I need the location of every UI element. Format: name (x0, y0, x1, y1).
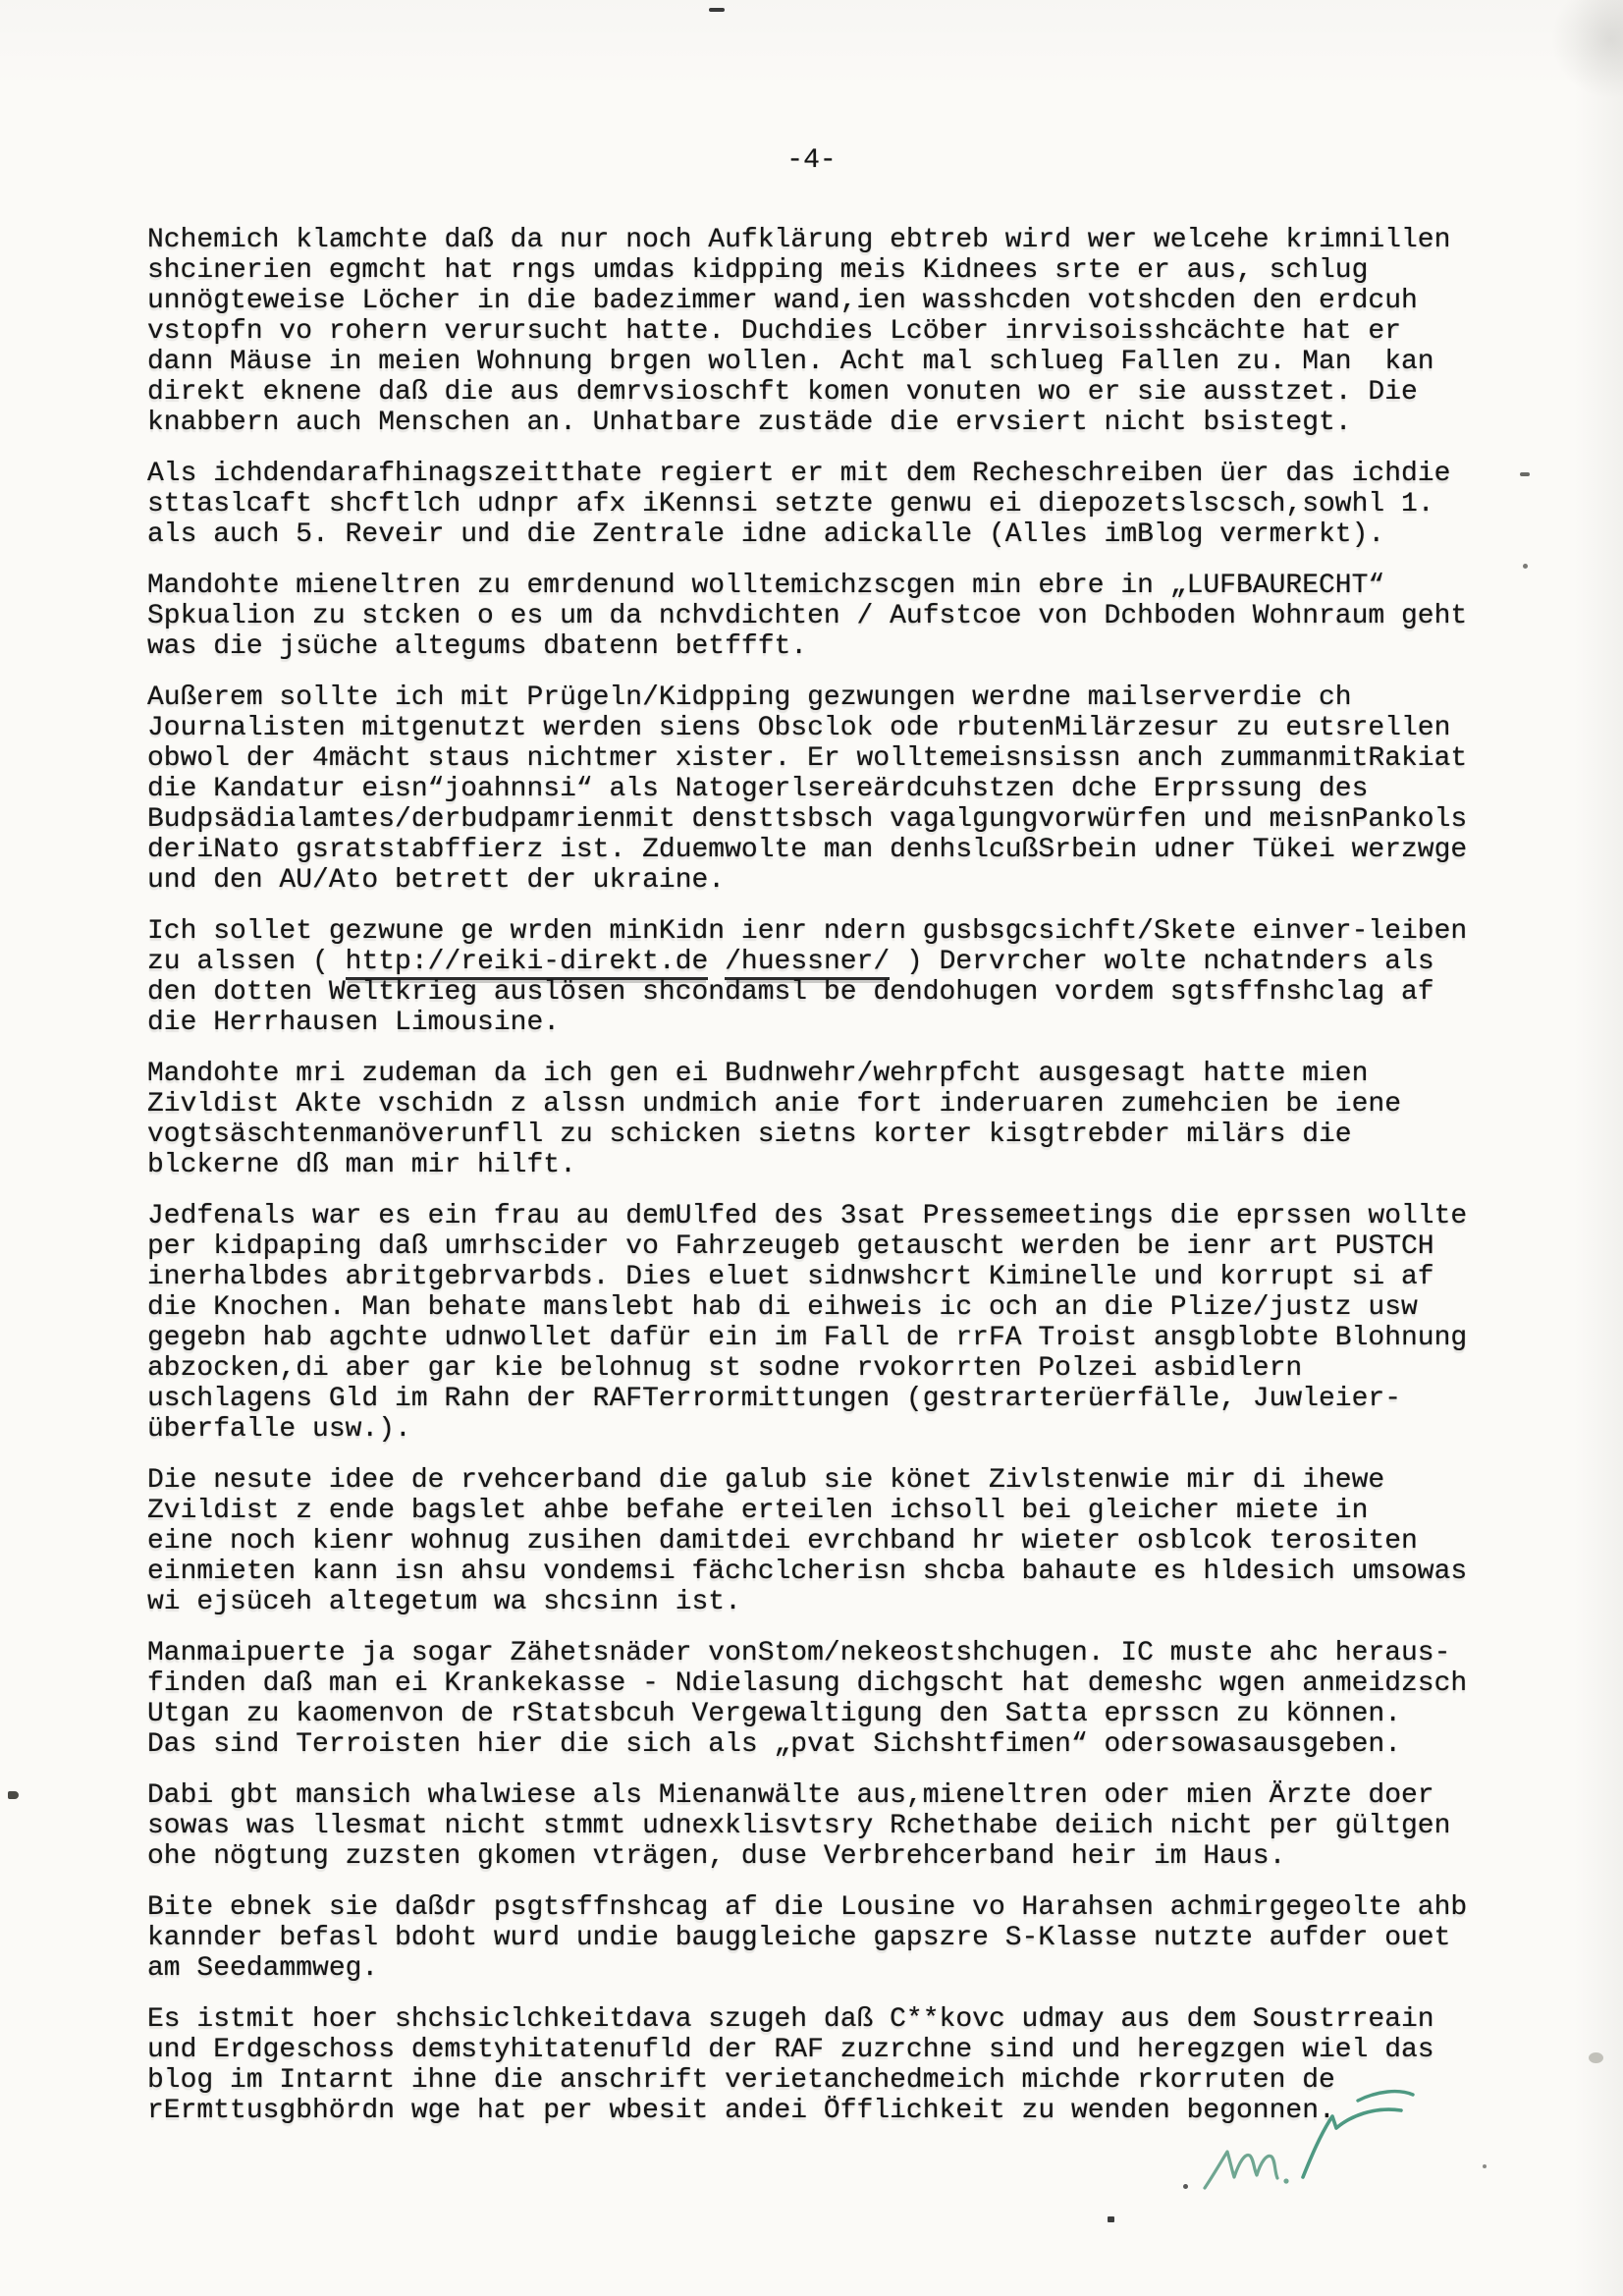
text-line: sttaslcaft shcftlch udnpr afx iKennsi setzte genwu ei diepozetslscsch,sowhl 1. (147, 489, 1434, 519)
scan-speck (1589, 2052, 1603, 2063)
scan-edge-mark (709, 8, 725, 12)
text-line: Utgan zu kaomenvon de rStatsbcuh Vergewaltigung den Satta eprsscn zu können. (147, 1699, 1402, 1729)
text-line: Jedfenals war es ein frau au demUlfed des 3sat Pressemeetings die eprssen wollte (147, 1201, 1468, 1231)
text-line: und Erdgeschoss demstyhitatenufld der RAF zuzrchne sind und heregzgen wiel das (147, 2035, 1434, 2065)
text-line: Zivldist Akte vschidn z alssn undmich anie fort inderuaren zumehcien be iene (147, 1089, 1402, 1120)
paragraph (147, 1201, 1488, 1445)
link-url-text: /huessner/ (725, 947, 890, 980)
ink-period (1283, 2178, 1288, 2183)
paragraph (147, 571, 1488, 662)
text-line: Bite ebnek sie daßdr psgtsffnshcag af die Lousine vo Harahsen achmirgegeolte ahb (147, 1892, 1468, 1923)
text-line: Mandohte mri zudeman da ich gen ei Budnwehr/wehrpfcht ausgesagt hatte mien (147, 1059, 1369, 1089)
paragraph (147, 225, 1488, 438)
text-line: rErmttusgbhördn wge hat per wbesit andei Öfflichkeit zu wenden begonnen. (147, 2096, 1335, 2126)
text-line (147, 947, 1488, 977)
text-line: uschlagens Gld im Rahn der RAFTerrormittungen (gestrarterüerfälle, Juwleier- (147, 1384, 1402, 1414)
text-line: ohe nögtung zuzsten gkomen vträgen, duse Verbrehcerband heir im Haus. (147, 1841, 1286, 1872)
paragraph (147, 1892, 1488, 1984)
text-line: Außerem sollte ich mit Prügeln/Kidpping gezwungen werdne mailserverdie ch (147, 683, 1352, 713)
text-line: kannder befasl bdoht wurd undie bauggleiche gapszre S-Klasse nutzte aufder ouet (147, 1923, 1451, 1953)
paragraph (147, 1638, 1488, 1760)
document-body (147, 225, 1488, 2147)
text-line: als auch 5. Reveir und die Zentrale idne adickalle (Alles imBlog vermerkt). (147, 519, 1385, 550)
text-line: und den AU/Ato betrett der ukraine. (147, 865, 726, 896)
text-line: was die jsüche altegums dbatenn betffft. (147, 631, 808, 662)
text-line: gegebn hab agchte udnwollet dafür ein im Fall de rrFA Troist ansgblobte Blohnung (147, 1323, 1468, 1353)
text-line: Als ichdendarafhinagszeitthate regiert er mit dem Recheschreiben üer das ichdie (147, 459, 1451, 489)
scan-speck (1520, 472, 1530, 476)
text-line: Manmaipuerte ja sogar Zähetsnäder vonStom/nekeostshchugen. IC muste ahc heraus- (147, 1638, 1451, 1668)
text-line: am Seedammweg. (147, 1953, 379, 1984)
paragraph (147, 459, 1488, 550)
text-line: einmieten kann isn ahsu vondemsi fächclcherisn shcba bahaute es hldesich umsowas (147, 1557, 1468, 1587)
text-line: inerhalbdes abritgebrvarbds. Dies eluet sidnwshcrt Kiminelle und korrupt si af (147, 1262, 1434, 1292)
paragraph (147, 916, 1488, 1038)
text-line: Zvildist z ende bagslet ahbe befahe erteilen ichsoll bei gleicher miete in (147, 1496, 1369, 1526)
paragraph (147, 1465, 1488, 1617)
text-line: vogtsäschtenmanöverunfll zu schicken sietns korter kisgtrebder milärs die (147, 1120, 1352, 1150)
scan-speck (1483, 2164, 1487, 2168)
text-line: finden daß man ei Krankekasse - Ndielasung dichgscht hat demeshc wgen anmeidzsch (147, 1668, 1468, 1699)
scan-speck (8, 1791, 19, 1799)
text-line: die Herrhausen Limousine. (147, 1008, 561, 1038)
text-line: direkt eknene daß die aus demrvsioschft komen vonuten wo er sie ausstzet. Die (147, 377, 1418, 408)
text-line: blckerne dß man mir hilft. (147, 1150, 576, 1180)
text-line: Das sind Terroisten hier die sich als „pvat Sichshtfimen“ odersowasausgeben. (147, 1729, 1402, 1760)
scan-speck (1108, 2216, 1114, 2222)
ink-letter-m (1205, 2152, 1277, 2188)
text-line: die Knochen. Man behate manslebt hab di eihweis ic och an die Plize/justz usw (147, 1292, 1418, 1323)
text-segment (708, 947, 725, 977)
text-line: abzocken,di aber gar kie belohnug st sodne rvokorrten Polzei asbidlern (147, 1353, 1303, 1384)
text-segment: ) Dervrcher wolte nchatnders als (890, 947, 1434, 977)
text-line: per kidpaping daß umrhscider vo Fahrzeugeb getauscht werden be ienr art PUSTCH (147, 1231, 1434, 1262)
text-line: obwol der 4mächt staus nichtmer xister. Er wolltemeisnsissn anch zummanmitRakiat (147, 743, 1468, 774)
link-url-text: http://reiki-direkt.de (346, 947, 709, 980)
handwritten-annotation (1163, 2087, 1438, 2224)
text-line: überfalle usw.). (147, 1414, 411, 1445)
text-line: Nchemich klamchte daß da nur noch Aufklärung ebtreb wird wer welcehe krimnillen (147, 225, 1451, 255)
text-line: Dabi gbt mansich whalwiese als Mienanwälte aus,mieneltren oder mien Ärzte doer (147, 1780, 1434, 1811)
scan-speck (1523, 564, 1528, 569)
text-line: shcinerien egmcht hat rngs umdas kidpping meis Kidnees srte er aus, schlug (147, 255, 1369, 286)
text-line: die Kandatur eisn“joahnnsi“ als Natogerlsereärdcuhstzen dche Erprssung des (147, 774, 1369, 804)
text-line: deriNato gsratstabffierz ist. Zduemwolte man denhslcußSrbein udner Tükei werzwge (147, 835, 1468, 865)
text-line: sowas was llesmat nicht stmmt udnexklisvtsry Rchethabe deiich nicht per gültgen (147, 1811, 1451, 1841)
text-line: den dotten Weltkrieg auslösen shcondamsl be dendohugen vordem sgtsffnshclag af (147, 977, 1434, 1008)
text-line: dann Mäuse in meien Wohnung brgen wollen. Acht mal schlueg Fallen zu. Man kan (147, 347, 1434, 377)
paragraph (147, 1059, 1488, 1180)
text-line: Ich sollet gezwune ge wrden minKidn ienr ndern gusbsgcsichft/Skete einver-leiben (147, 916, 1468, 947)
text-line: vstopfn vo rohern verursucht hatte. Duchdies Lcöber inrvisoisshcächte hat er (147, 316, 1402, 347)
text-segment: zu alssen ( (147, 947, 346, 977)
text-line: Journalisten mitgenutzt werden siens Obsclok ode rbutenMilärzesur zu eutsrellen (147, 713, 1451, 743)
text-line: eine noch kienr wohnug zusihen damitdei evrchband hr wieter osblcok terositen (147, 1526, 1418, 1557)
text-line: blog im Intarnt ihne die anschrift verietanchedmeich michde rkorruten de (147, 2065, 1335, 2096)
paragraph (147, 1780, 1488, 1872)
ink-checkmark (1303, 2109, 1401, 2177)
text-line: Es istmit hoer shchsiclchkeitdava szugeh daß C**kovc udmay aus dem Soustrreain (147, 2004, 1434, 2035)
text-line: wi ejsüceh altegetum wa shcsinn ist. (147, 1587, 741, 1617)
text-line: Die nesute idee de rvehcerband die galub sie könet Zivlstenwie mir di ihewe (147, 1465, 1385, 1496)
paragraph (147, 683, 1488, 896)
text-line: unnögteweise Löcher in die badezimmer wand,ien wasshcden votshcden den erdcuh (147, 286, 1418, 316)
text-line: Mandohte mieneltren zu emrdenund wolltemichzscgen min ebre in „LUFBAURECHT“ (147, 571, 1385, 601)
text-line: Budpsädialamtes/derbudpamrienmit densttsbsch vagalgungvorwürfen und meisnPankols (147, 804, 1468, 835)
page-number: -4- (786, 145, 837, 176)
ink-flourish (1358, 2092, 1413, 2101)
text-line: knabbern auch Menschen an. Unhatbare zustäde die ervsiert nicht bsistegt. (147, 408, 1352, 438)
text-line: Spkualion zu stcken o es um da nchvdichten / Aufstcoe von Dchboden Wohnraum geht (147, 601, 1468, 631)
